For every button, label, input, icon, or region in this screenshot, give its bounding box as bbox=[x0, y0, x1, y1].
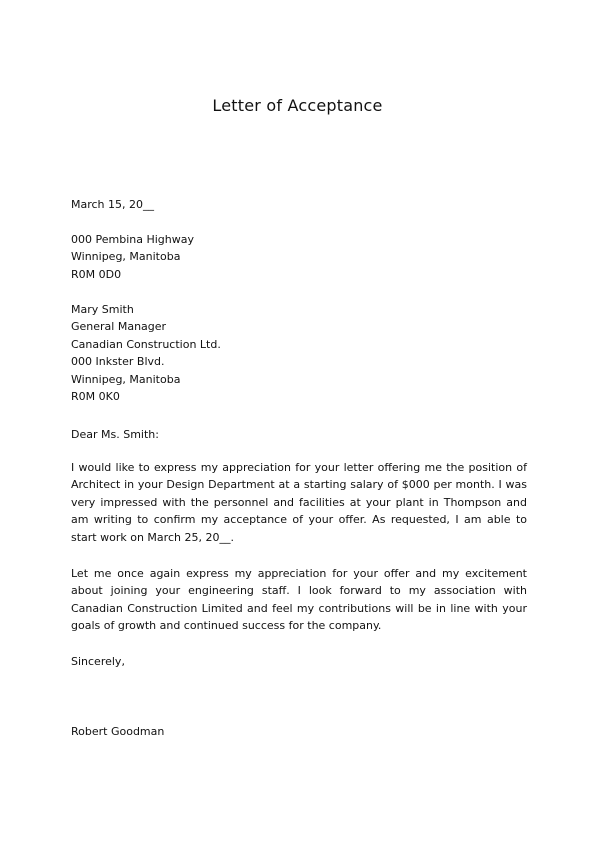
recipient-address-line: Mary Smith bbox=[71, 303, 134, 316]
body-paragraph-2: Let me once again express my appreciation for your offer and my excitement about joining your engineering staff. I look forward to my association with Canadian Construction Limited and feel my contributions will be in line with your goals of growth and continued success for the company. bbox=[71, 567, 527, 633]
recipient-address-line: General Manager bbox=[71, 320, 167, 334]
letter-title: Letter of Acceptance bbox=[212, 96, 383, 115]
salutation: Dear Ms. Smith: bbox=[71, 428, 159, 441]
sender-address-line: 000 Pembina Highway bbox=[71, 233, 194, 246]
recipient-address-line: 000 Inkster Blvd. bbox=[71, 355, 165, 369]
recipient-address-line: Canadian Construction Ltd. bbox=[71, 337, 221, 351]
recipient-address-line: R0M 0K0 bbox=[71, 390, 120, 404]
sender-address-line: R0M 0D0 bbox=[71, 267, 122, 281]
sender-address-line: Winnipeg, Manitoba bbox=[71, 250, 181, 264]
recipient-address bbox=[71, 301, 527, 405]
recipient-address-line: Winnipeg, Manitoba bbox=[71, 372, 181, 386]
letter-date: March 15, 20__ bbox=[71, 198, 155, 211]
body-paragraph-1: I would like to express my appreciation for your letter offering me the position of Architect in your Design Department at a starting salary of $000 per month. I was very impressed with the personnel and facilities at your plant in Thompson and am writing to confirm my acceptance of your offer. As requested, I am able to start work on March 25, 20__. bbox=[71, 461, 527, 544]
closing: Sincerely, bbox=[71, 655, 125, 668]
sender-address bbox=[71, 231, 527, 283]
signature-name: Robert Goodman bbox=[71, 725, 165, 738]
